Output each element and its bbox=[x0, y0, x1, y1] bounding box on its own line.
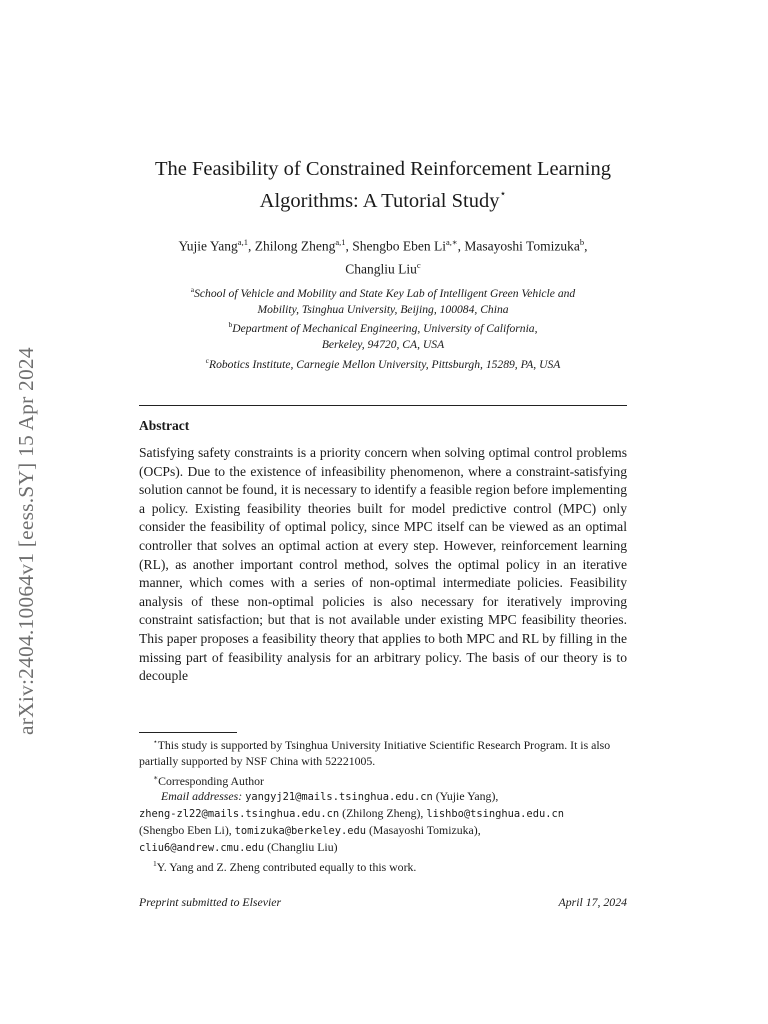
preprint-date: April 17, 2024 bbox=[558, 895, 627, 909]
equal-contribution-footnote bbox=[139, 856, 629, 876]
funding-text: This study is supported by Tsinghua University Initiative Scientific Research Program. It is also partially supported by NSF China with 52221005. bbox=[139, 737, 611, 768]
author-separator: , bbox=[457, 238, 465, 254]
author-separator: , bbox=[247, 238, 255, 254]
abstract-heading: Abstract bbox=[139, 418, 190, 433]
email-owner: (Shengbo Eben Li), bbox=[139, 822, 235, 837]
abstract-text: Satisfying safety constraints is a priority concern when solving optimal control problems (OCPs). Due to the existence of infeasibility phenomenon, where a constraint-satisfying solution cannot be found, it is necessary to identify a feasible region before implementing a policy. Existing feasibility theories built for model predictive control (MPC) only consider the feasibility of optimal policy, since MPC itself can be viewed as an optimal controller that solves an optimal action at every step. However, reinforcement learning (RL), as another important control method, solves the optimal policy in an iterative manner, which comes with a series of non-optimal intermediate policies. Feasibility analysis of these non-optimal policies is also necessary for iteratively improving constraint satisfaction; but that is not available under existing MPC feasibility theories. This paper proposes a feasibility theory that applies to both MPC and RL by filling in the missing part of feasibility analysis for an arbitrary policy. The basis of our theory is to decouple bbox=[139, 445, 627, 684]
affiliation-line: School of Vehicle and Mobility and State Key Lab of Intelligent Green Vehicle and bbox=[194, 286, 576, 300]
corresponding-text: Corresponding Author bbox=[158, 773, 264, 788]
author-affiliation-mark: b bbox=[579, 237, 585, 247]
affiliation-mark: b bbox=[228, 320, 233, 330]
email-link[interactable]: yangyj21@mails.tsinghua.edu.cn bbox=[245, 791, 433, 804]
footnote-rule bbox=[139, 732, 237, 733]
title-footnote-mark: ⋆ bbox=[499, 188, 507, 200]
email-footnote bbox=[139, 789, 629, 856]
abstract-top-rule bbox=[139, 405, 627, 406]
author-affiliation-mark: c bbox=[416, 259, 421, 270]
author-name: Yujie Yang bbox=[178, 238, 238, 254]
footnote-mark: ⋆ bbox=[153, 737, 158, 746]
author-name: Shengbo Eben Li bbox=[352, 238, 446, 254]
email-link[interactable]: cliu6@andrew.cmu.edu bbox=[139, 841, 265, 854]
footnote-mark: 1 bbox=[153, 859, 157, 869]
title-line-2: Algorithms: A Tutorial Study bbox=[259, 189, 500, 212]
author-name: Zhilong Zheng bbox=[254, 238, 336, 254]
author-list bbox=[130, 233, 636, 278]
email-link[interactable]: zheng-zl22@mails.tsinghua.edu.cn bbox=[139, 808, 340, 821]
email-link[interactable]: lishbo@tsinghua.edu.cn bbox=[426, 808, 564, 821]
email-owner: (Yujie Yang), bbox=[432, 789, 499, 804]
author-affiliation-mark: a,1 bbox=[237, 237, 248, 247]
funding-footnote bbox=[139, 734, 629, 770]
email-label: Email addresses: bbox=[161, 789, 243, 804]
affiliation-line: Berkeley, 94720, CA, USA bbox=[321, 338, 445, 352]
title-line-1: The Feasibility of Constrained Reinforcement Learning bbox=[155, 158, 611, 180]
affiliations bbox=[130, 282, 636, 373]
email-owner: (Masayoshi Tomizuka), bbox=[366, 822, 481, 837]
affiliation-line: Mobility, Tsinghua University, Beijing, 100084, China bbox=[257, 302, 509, 316]
arxiv-identifier: arXiv:2404.10064v1 [eess.SY] 15 Apr 2024 bbox=[14, 347, 38, 735]
author-name: Changliu Liu bbox=[345, 261, 417, 276]
corresponding-footnote bbox=[139, 770, 629, 790]
paper-title bbox=[120, 156, 646, 215]
author-affiliation-mark: a,∗ bbox=[445, 237, 458, 247]
affiliation-line: Robotics Institute, Carnegie Mellon University, Pittsburgh, 15289, PA, USA bbox=[209, 357, 561, 371]
email-owner: (Changliu Liu) bbox=[264, 839, 338, 854]
author-separator: , bbox=[345, 238, 353, 254]
affiliation-line: Department of Mechanical Engineering, University of California, bbox=[232, 322, 538, 336]
author-separator: , bbox=[584, 238, 588, 254]
author-name: Masayoshi Tomizuka bbox=[464, 238, 580, 254]
preprint-note: Preprint submitted to Elsevier bbox=[139, 895, 282, 909]
email-owner: (Zhilong Zheng), bbox=[339, 806, 427, 821]
affiliation-mark: c bbox=[205, 355, 209, 365]
author-affiliation-mark: a,1 bbox=[335, 237, 346, 247]
affiliation-mark: a bbox=[190, 285, 195, 294]
footnotes bbox=[139, 734, 629, 876]
equal-contribution-text: Y. Yang and Z. Zheng contributed equally to this work. bbox=[156, 860, 417, 875]
footnote-mark: ∗ bbox=[153, 772, 159, 782]
email-link[interactable]: tomizuka@berkeley.edu bbox=[234, 824, 367, 837]
